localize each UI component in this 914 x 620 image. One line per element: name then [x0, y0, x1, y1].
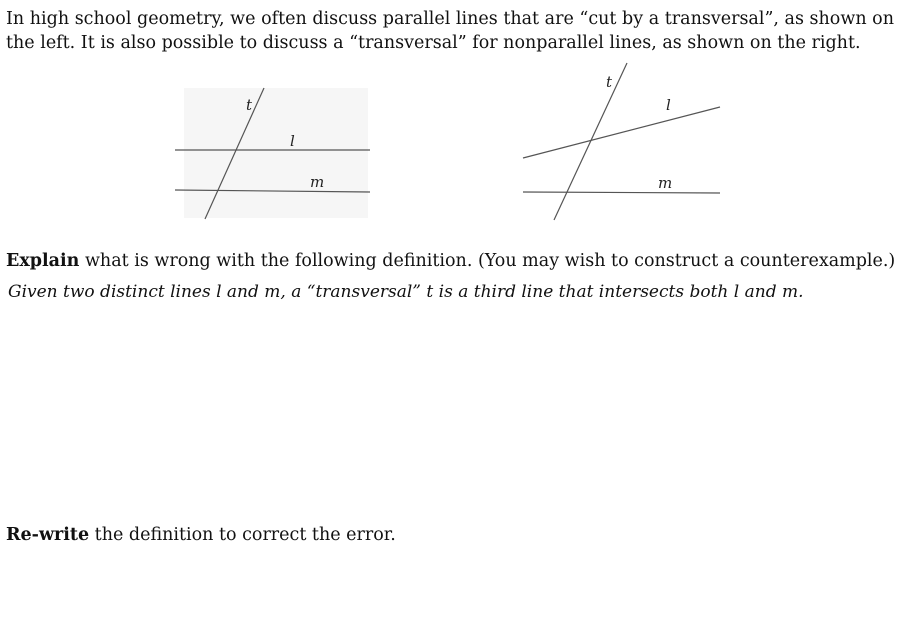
- faulty-definition: Given two distinct lines l and m, a “transversal” t is a third line that intersects both l and m.: [8, 282, 804, 302]
- rewrite-keyword: Re-write: [6, 525, 90, 545]
- label-m: m: [310, 173, 325, 191]
- line-t: [554, 63, 627, 220]
- line-m: [523, 192, 720, 193]
- label-l: l: [290, 132, 295, 150]
- label-t: t: [246, 96, 253, 114]
- label-t: t: [606, 73, 613, 91]
- line-l: [523, 107, 720, 158]
- intro-paragraph: In high school geometry, we often discuss parallel lines that are “cut by a transversal”, as shown on the left. It is also possible to discuss a “transversal” for nonparallel lines, as shown on the right.: [6, 9, 894, 53]
- figure-background: [184, 88, 368, 218]
- rewrite-prompt: [6, 523, 896, 547]
- explain-prompt: [6, 249, 896, 273]
- label-l: l: [666, 96, 671, 114]
- parallel-lines-figure: [170, 82, 380, 227]
- explain-text: what is wrong with the following definition. (You may wish to construct a counterexample.): [79, 251, 896, 271]
- rewrite-text: the definition to correct the error.: [89, 525, 396, 545]
- explain-keyword: Explain: [6, 251, 80, 271]
- nonparallel-lines-figure: [518, 60, 728, 225]
- label-m: m: [658, 174, 673, 192]
